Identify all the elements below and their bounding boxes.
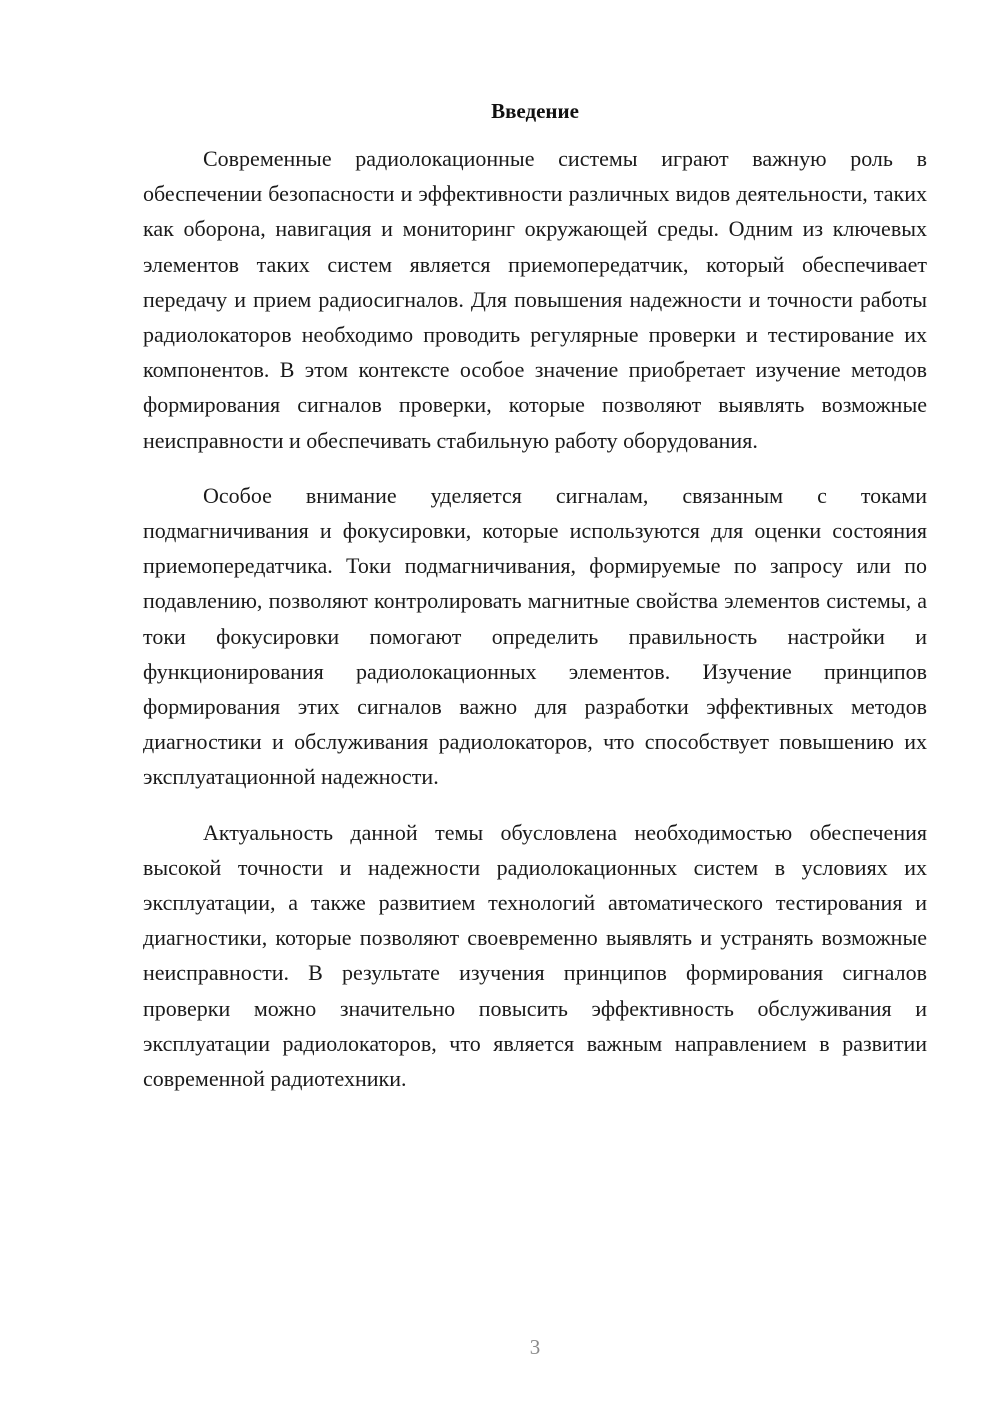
paragraph-relevance: Актуальность данной темы обусловлена необходимостью обеспечения высокой точности и надежности радиолокационных систем в условиях их эксплуатации, а также развитием технологий автоматического тестирования и диагностики, которые позволяют своевременно выявлять и устранять возможные неисправности. В результате изучения принципов формирования сигналов проверки можно значительно повысить эффективность обслуживания и эксплуатации радиолокаторов, что является важным направлением в развитии современной радиотехники.	[143, 819, 927, 1092]
body-text	[143, 141, 927, 1116]
paragraph-signals: Особое внимание уделяется сигналам, связанным с токами подмагничивания и фокусировки, которые используются для оценки состояния приемопередатчика. Токи подмагничивания, формируемые по запросу или по подавлению, позволяют контролировать магнитные свойства элементов системы, а токи фокусировки помогают определить правильность настройки и функционирования радиолокационных элементов. Изучение принципов формирования этих сигналов важно для разработки эффективных методов диагностики и обслуживания радиолокаторов, что способствует повышению их эксплуатационной надежности.	[143, 482, 927, 790]
paragraph-intro: Современные радиолокационные системы играют важную роль в обеспечении безопасности и эффективности различных видов деятельности, таких как оборона, навигация и мониторинг окружающей среды. Одним из ключевых элементов таких систем является приемопередатчик, который обеспечивает передачу и прием радиосигналов. Для повышения надежности и точности работы радиолокаторов необходимо проводить регулярные проверки и тестирование их компонентов. В этом контексте особое значение приобретает изучение методов формирования сигналов проверки, которые позволяют выявлять возможные неисправности и обеспечивать стабильную работу оборудования.	[143, 146, 927, 453]
page-title: Введение	[491, 99, 579, 123]
page-number: 3	[529, 1335, 541, 1359]
